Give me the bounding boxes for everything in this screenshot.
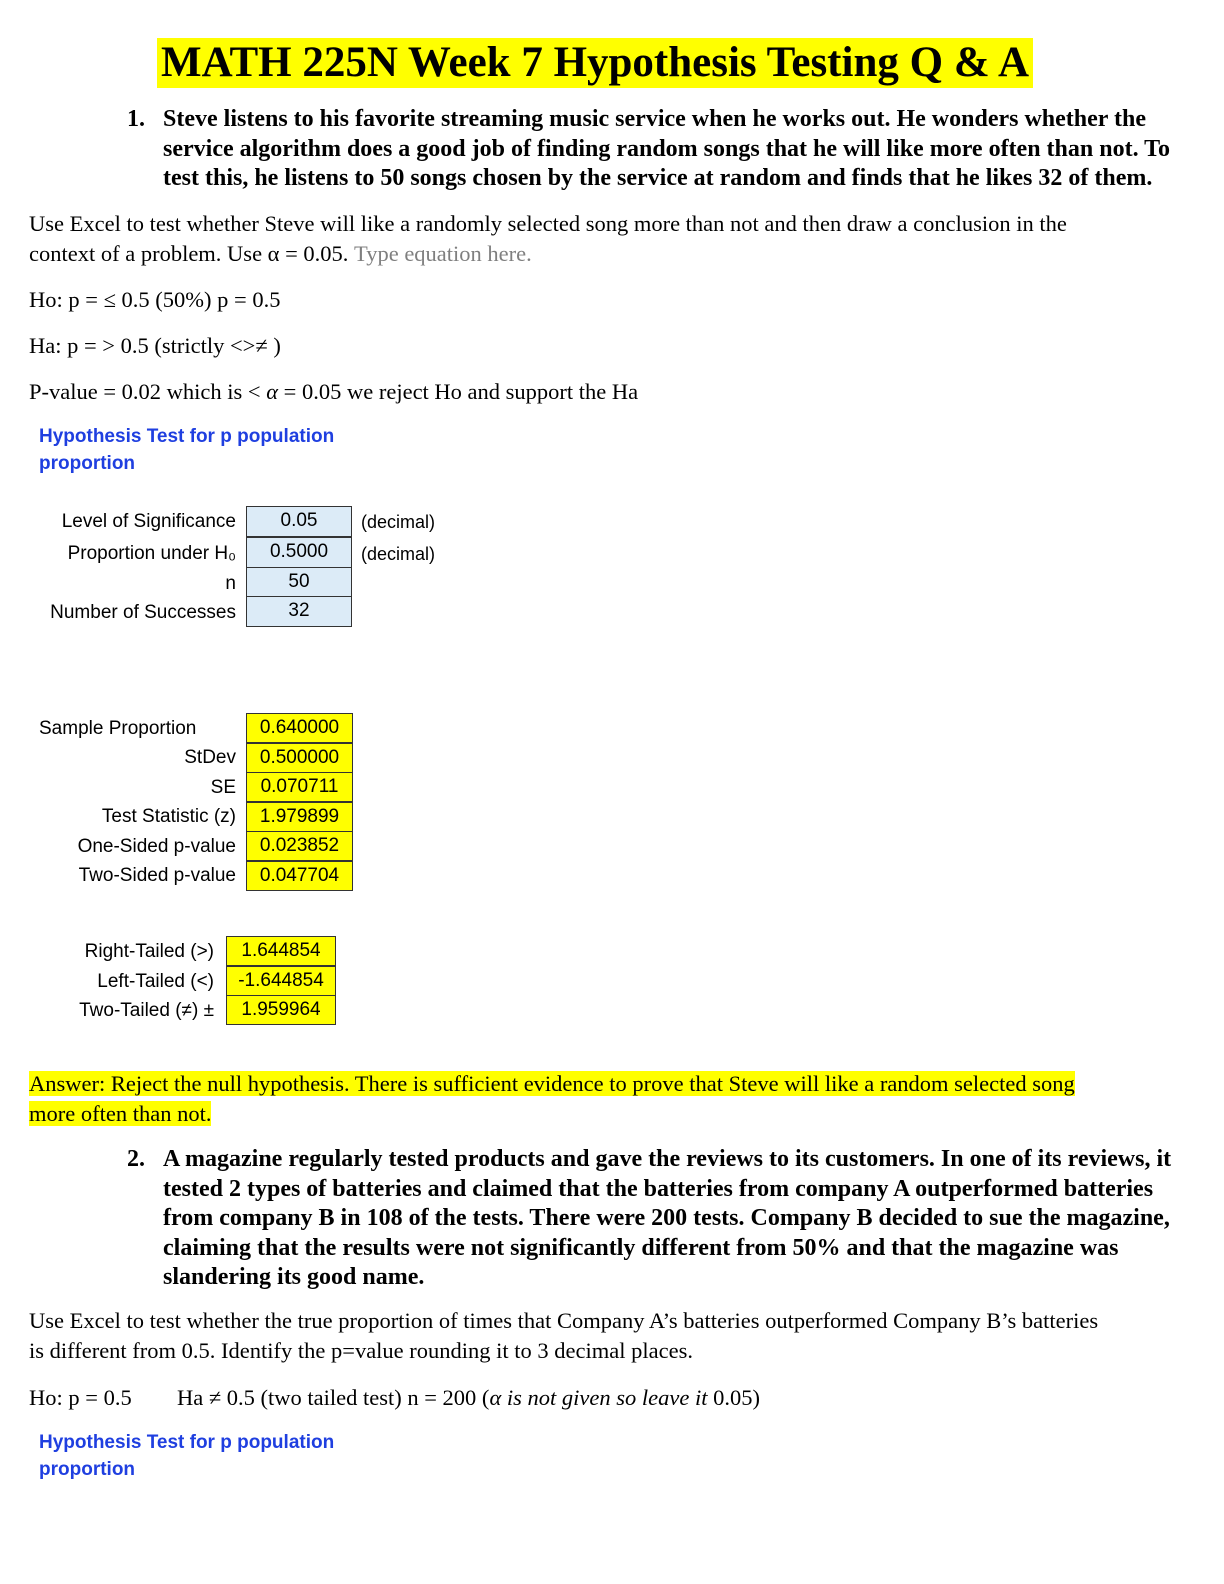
result-cell[interactable]: 0.047704 [246,861,353,891]
answer-1 [29,1069,1075,1129]
decimal-note: (decimal) [361,512,436,532]
question-2-line: slandering its good name. [163,1264,425,1290]
hypotheses-2 [29,1383,760,1413]
pvalue-statement [29,377,638,407]
question-1-line: test this, he listens to 50 songs chosen by the service at random and finds that he likes 32 of them. [163,165,1153,191]
question-2-line: A magazine regularly tested products and gave the reviews to its customers. In one of its reviews, it [163,1146,1172,1172]
null-hypothesis-2: Ho: p = 0.5 [29,1385,132,1410]
decimal-note: (decimal) [361,544,436,564]
result-label: One-Sided p-value [77,836,236,857]
result-cell[interactable]: 0.500000 [246,743,353,773]
result-cell[interactable]: 0.070711 [246,772,353,802]
alt-hypothesis-1: Ha: p = > 0.5 (strictly <>≠ ) [29,333,281,358]
table-heading-line: Hypothesis Test for p population [39,426,335,447]
result-label: SE [210,777,236,798]
critical-cell[interactable]: 1.959964 [226,995,336,1025]
question-2-line: claiming that the results were not significantly different from 50% and that the magazine was [163,1234,1119,1261]
question-2-line: tested 2 types of batteries and claimed that the batteries from company A outperformed batteries [163,1175,1154,1202]
critical-label: Left-Tailed (<) [97,971,214,992]
question-2-line: from company B in 108 of the tests. There were 200 tests. Company B decided to sue the magazine, [163,1205,1170,1231]
table-heading-1 [39,423,334,477]
page-title: MATH 225N Week 7 Hypothesis Testing Q & A [157,38,1033,88]
alpha-note-end: 0.05) [707,1385,760,1410]
input-label: Number of Successes [50,602,236,623]
table-heading-line: Hypothesis Test for p population [39,1432,335,1453]
question-1-line: Steve listens to his favorite streaming music service when he works out. He wonders whether the [163,106,1147,132]
result-label: StDev [184,747,236,768]
instruction-line: is different from 0.5. Identify the p=value rounding it to 3 decimal places. [29,1338,693,1363]
input-label: Level of Significance [61,511,236,532]
question-1-line: service algorithm does a good job of finding random songs that he will like more often than not. To [163,135,1170,162]
alpha-symbol: α [266,379,279,404]
input-cell[interactable]: 0.5000 [246,537,352,568]
instruction-line [29,239,1067,269]
result-cell[interactable]: 0.640000 [246,713,353,743]
equation-placeholder[interactable]: Type equation here. [354,241,532,266]
critical-label: Two-Tailed (≠) ± [79,1000,214,1021]
answer-line: more often than not. [29,1101,212,1126]
pvalue-text: P-value = 0.02 which is < [29,379,261,404]
critical-cell[interactable]: 1.644854 [226,936,336,966]
alpha-note: α is not given so leave it [489,1385,708,1410]
result-cell[interactable]: 1.979899 [246,802,353,832]
result-label: Two-Sided p-value [78,865,236,886]
instruction-line: Use Excel to test whether the true proportion of times that Company A’s batteries outperformed Company B’s batteries [29,1308,1099,1333]
question-2 [127,1145,1207,1293]
input-label: n [225,573,236,594]
question-1-number: 1. [127,106,145,132]
null-hypothesis-1: Ho: p = ≤ 0.5 (50%) p = 0.5 [29,287,281,312]
input-cell[interactable]: 50 [246,567,352,597]
question-2-number: 2. [127,1146,145,1172]
question-1-instruction [29,209,1067,269]
instruction-line: Use Excel to test whether Steve will like a randomly selected song more than not and then draw a conclusion in the [29,211,1067,236]
table-heading-2 [39,1429,334,1483]
pvalue-rest: = 0.05 we reject Ho and support the Ha [278,379,639,404]
input-cell[interactable]: 32 [246,596,352,627]
input-cell[interactable]: 0.05 [246,506,352,537]
table-heading-line: proportion [39,453,136,474]
table-heading-line: proportion [39,1459,136,1480]
critical-cell[interactable]: -1.644854 [226,966,336,996]
result-cell[interactable]: 0.023852 [246,831,353,861]
input-label: Proportion under H₀ [67,543,236,564]
question-1 [127,105,1207,194]
alt-hypothesis-2: Ha ≠ 0.5 (two tailed test) n = 200 ( [176,1385,490,1410]
sample-proportion-label: Sample Proportion [39,718,197,739]
question-2-instruction [29,1306,1098,1366]
instruction-text: context of a problem. Use α = 0.05. [29,241,349,266]
result-label: Test Statistic (z) [101,806,236,827]
critical-label: Right-Tailed (>) [84,941,214,962]
answer-line: Answer: Reject the null hypothesis. There is sufficient evidence to prove that Steve will like a random selected song [29,1071,1075,1096]
